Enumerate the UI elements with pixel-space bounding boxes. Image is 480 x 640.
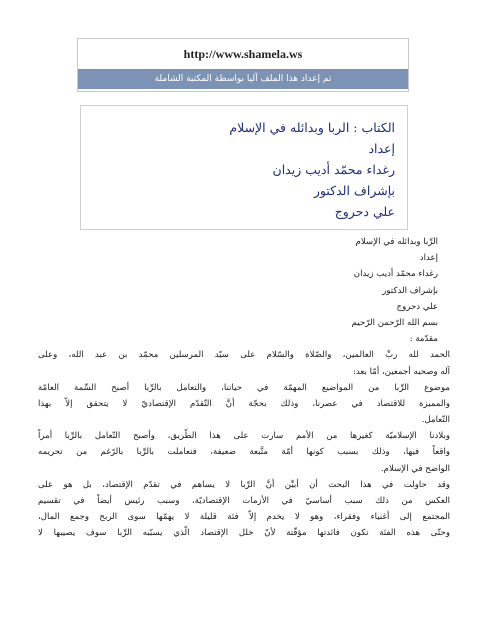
body-line: وقد حاولت في هذا البحث أن أبيِّن أنَّ الرِّبا لا يساهم في تقدّم الإقتصاد، بل هو على	[38, 479, 450, 490]
body-line: الرِّبا وبدائله في الإسلام	[355, 237, 438, 247]
book-title: الكتاب : الربا وبدائله في الإسلام	[229, 120, 395, 135]
body-line: المجتمع إلى أغنياء وفقراء، وهو لا يخدم إلاّ فئة قليلة لا يهمّها سوى الربح وجمع المال،	[38, 512, 450, 523]
shamela-banner	[77, 38, 409, 92]
body-line: التّعامل.	[421, 415, 450, 426]
body-line: آله وصحبه أجمعين، أمّا بعد:	[352, 366, 450, 377]
body-line: الواضح في الإسلام.	[380, 463, 450, 474]
body-line: علي دحروج	[396, 301, 438, 312]
supervisor-name: علي دحروج	[334, 204, 395, 219]
body-line: العكس من ذلك سبب أساسيّ في الأزمات الإقتصاديّة، وسبب رئيس أيضاً في تقسيم	[38, 496, 450, 506]
body-line: وبلادنا الإسلاميّة كغيرها من الأمم سارت على هذا الطّريق، وأصبح التّعامل بالرِّبا أمراً	[38, 431, 450, 442]
body-line: بإشراف الدكتور	[382, 285, 438, 296]
body-line: واقعاً فيها، وذلك بسبب كونها أمّة متَّبعة ضعيفة، فتعاملت بالرِّبا بالرّغم من تحريمه	[38, 447, 450, 458]
body-line: مقدّمة :	[409, 334, 438, 345]
body-line: رغداء محمّد أديب زيدان	[353, 269, 438, 280]
banner-subtitle: تم إعداد هذا الملف آليا بواسطة المكتبة الشاملة	[78, 69, 408, 89]
banner-url[interactable]: http://www.shamela.ws	[183, 47, 303, 61]
body-line: وحتّى هذه الفئة تكون فائدتها مؤقّتة لأنّ خلل الإقتصاد الّذي يسبّبه الرِّبا سوف يصيبها لا	[38, 528, 450, 539]
body-line: والمميزة للاقتصاد في عصرنا، وذلك بحجّة أنَّ التّقدّم الإقتصاديّ لا يتحقق إلاّ بهذا	[38, 398, 450, 409]
body-line: موضوع الرِّبا من المواضيع المهمّة في حياتنا، والتعامل بالرِّبا أصبح السِّمة العامّة	[38, 382, 450, 393]
supervision-label: بإشراف الدكتور	[313, 183, 395, 198]
prepared-by-label: إعداد	[368, 141, 395, 156]
body-line: إعداد	[419, 253, 438, 264]
body-line: بسم الله الرّحمن الرّحيم	[351, 317, 438, 328]
title-box	[80, 105, 408, 230]
document-body	[38, 234, 450, 542]
author-name: رغداء محمّد أديب زيدان	[272, 162, 395, 177]
body-line: الحمد لله ربِّ العالمين، والصّلاة والسّلام على سيّد المرسلين محمّد بن عبد الله، وعلى	[38, 350, 450, 361]
